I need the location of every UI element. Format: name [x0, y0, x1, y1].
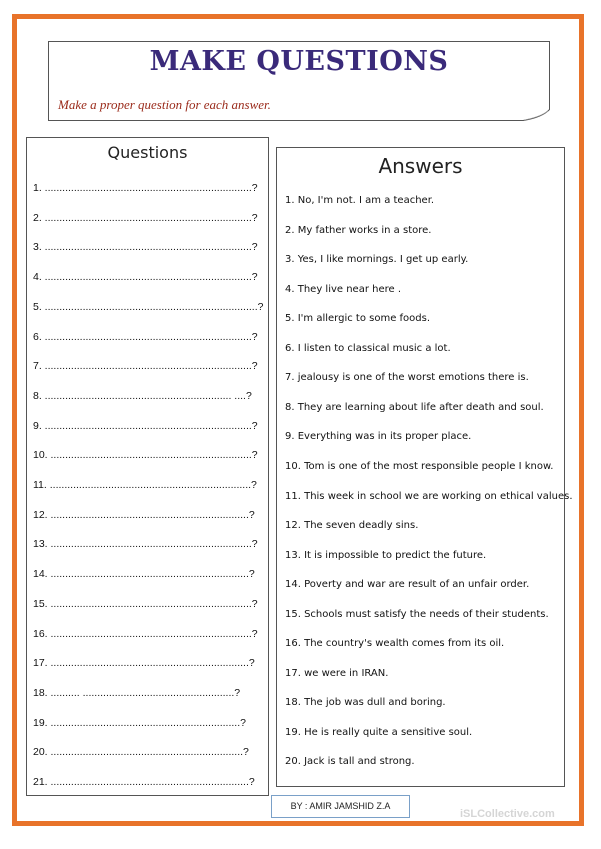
answers-panel [276, 147, 573, 787]
answer-line: 13. It is impossible to predict the future. [285, 549, 487, 561]
answer-line: 15. Schools must satisfy the needs of their students. [285, 608, 549, 620]
answer-line: 5. I'm allergic to some foods. [285, 313, 431, 325]
question-line[interactable]: 19. .................................................................? [33, 716, 246, 729]
title-banner [48, 41, 550, 121]
questions-heading: Questions [107, 143, 188, 162]
question-line[interactable]: 5. .........................................................................? [33, 300, 264, 313]
answer-line: 3. Yes, I like mornings. I get up early. [285, 254, 469, 266]
question-line[interactable]: 18. .......... ....................................................? [33, 686, 241, 699]
answer-line: 16. The country's wealth comes from its oil. [285, 638, 505, 650]
answer-line: 8. They are learning about life after death and soul. [285, 401, 544, 413]
question-line[interactable]: 2. .......................................................................? [33, 211, 258, 224]
answer-line: 17. we were in IRAN. [285, 667, 389, 679]
answer-line: 4. They live near here . [285, 283, 402, 295]
question-line[interactable]: 14. ....................................................................? [33, 568, 255, 581]
answer-line: 7. jealousy is one of the worst emotions there is. [285, 372, 529, 384]
answer-line: 2. My father works in a store. [285, 224, 432, 236]
answer-line: 19. He is really quite a sensitive soul. [285, 726, 473, 738]
page-curl-icon [520, 109, 550, 121]
answer-line: 12. The seven deadly sins. [285, 520, 419, 532]
question-line[interactable]: 16. .....................................................................? [33, 627, 258, 640]
answers-heading: Answers [378, 154, 463, 178]
question-line[interactable]: 4. .......................................................................? [33, 271, 258, 284]
question-line[interactable]: 17. ....................................................................? [33, 657, 255, 670]
question-line[interactable]: 21. ....................................................................? [33, 776, 255, 788]
answer-line: 6. I listen to classical music a lot. [285, 342, 451, 354]
question-line[interactable]: 9. .......................................................................? [33, 419, 258, 432]
question-line[interactable]: 1. .......................................................................? [33, 182, 258, 194]
instructions: Make a proper question for each answer. [58, 97, 271, 112]
author-credit: BY : AMIR JAMSHID Z.A [271, 795, 410, 818]
answer-line: 1. No, I'm not. I am a teacher. [285, 195, 435, 206]
question-line[interactable]: 12. ....................................................................? [33, 508, 255, 521]
question-line[interactable]: 7. .......................................................................? [33, 360, 258, 373]
answer-line: 10. Tom is one of the most responsible people I know. [285, 460, 554, 472]
question-line[interactable]: 8. ................................................................ ....? [33, 389, 252, 402]
answer-line: 20. Jack is tall and strong. [285, 756, 415, 768]
question-line[interactable]: 3. .......................................................................? [33, 241, 258, 254]
answer-line: 9. Everything was in its proper place. [285, 431, 472, 443]
question-line[interactable]: 20. ..................................................................? [33, 746, 249, 759]
watermark: iSLCollective.com [460, 808, 555, 820]
answer-line: 18. The job was dull and boring. [285, 697, 446, 709]
question-line[interactable]: 6. .......................................................................? [33, 330, 258, 343]
question-line[interactable]: 13. .....................................................................? [33, 538, 258, 551]
answer-line: 11. This week in school we are working on ethical values. [285, 490, 573, 502]
question-line[interactable]: 10. .....................................................................? [33, 449, 258, 462]
questions-panel [26, 137, 269, 796]
question-line[interactable]: 11. .....................................................................? [33, 479, 257, 491]
answer-line: 14. Poverty and war are result of an unfair order. [285, 579, 530, 591]
page-title: MAKE QUESTIONS [149, 46, 449, 77]
question-line[interactable]: 15. .....................................................................? [33, 597, 258, 610]
